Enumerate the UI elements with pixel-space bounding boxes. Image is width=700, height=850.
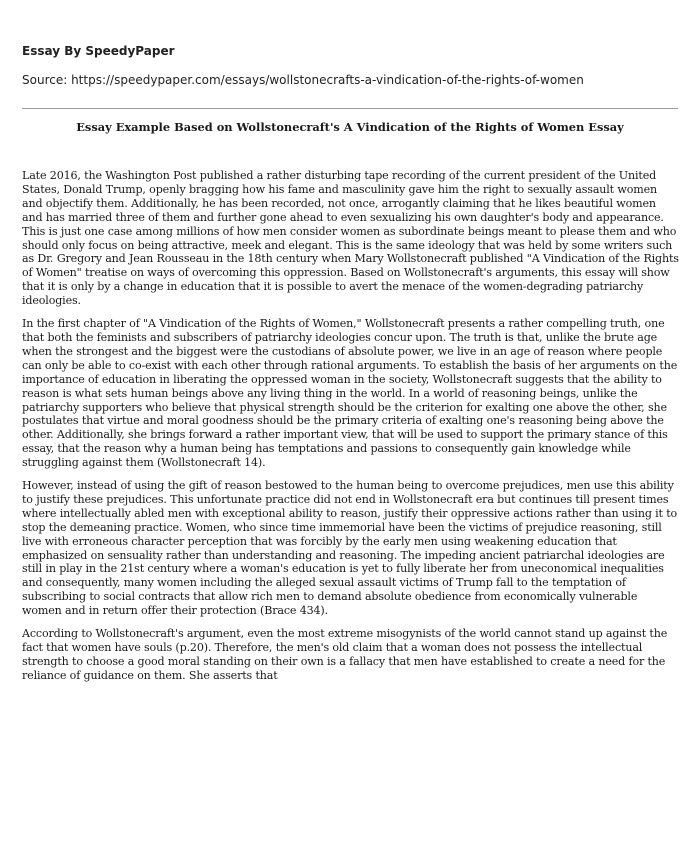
essay-body (22, 169, 679, 692)
essay-paragraph-2: In the first chapter of "A Vindication of the Rights of Women," Wollstonecraft presents a rather compelling truth, one that both the feminists and subscribers of patriarchy ideologies concur upon. The truth is that, unlike the brute age when the strongest and the biggest were the custodians of absolute power, we live in an age of reason where people can only be able to co-exist with each other through rational arguments. To establish the basis of her arguments on the importance of education in liberating the oppressed woman in the society, Wollstonecraft suggests that the ability to reason is what sets human beings above any living thing in the world. In a world of reasoning beings, unlike the patriarchy supporters who believe that physical strength should be the criterion for exalting one above the other, she postulates that virtue and moral goodness should be the primary criteria of exalting one's reasoning being above the other. Additionally, she brings forward a rather important view, that will be used to support the primary stance of this essay, that the reason why a human being has temptations and passions to consequently gain knowledge while struggling against them (Wollstonecraft 14). (22, 317, 678, 470)
source-line: Source: https://speedypaper.com/essays/wollstonecrafts-a-vindication-of-the-rights-of-women (22, 73, 584, 87)
header-divider (22, 108, 678, 109)
essay-paragraph-1: Late 2016, the Washington Post published a rather disturbing tape recording of the current president of the United States, Donald Trump, openly bragging how his fame and masculinity gave him the right to sexually assault women and objectify them. Additionally, he has been recorded, not once, arrogantly claiming that he likes beautiful women and has married three of them and further gone ahead to even sexualizing his own daughter's body and appearance. This is just one case among millions of how men consider women as subordinate beings meant to please them and who should only focus on being attractive, meek and elegant. This is the same ideology that was held by some writers such as Dr. Gregory and Jean Rousseau in the 18th century when Mary Wollstonecraft published "A Vindication of the Rights of Women" treatise on ways of overcoming this oppression. Based on Wollstonecraft's arguments, this essay will show that it is only by a change in education that it is possible to avert the menace of the women-degrading patriarchy ideologies. (22, 169, 679, 308)
essay-title: Essay Example Based on Wollstonecraft's A Vindication of the Rights of Women Essay (76, 120, 624, 134)
document-header-title: Essay By SpeedyPaper (22, 44, 175, 58)
essay-paragraph-4: According to Wollstonecraft's argument, even the most extreme misogynists of the world cannot stand up against the fact that women have souls (p.20). Therefore, the men's old claim that a woman does not possess the intellectual strength to choose a good moral standing on their own is a fallacy that men have established to create a need for the reliance of guidance on them. She asserts that (22, 627, 668, 682)
essay-paragraph-3: However, instead of using the gift of reason bestowed to the human being to overcome prejudices, men use this ability to justify these prejudices. This unfortunate practice did not end in Wollstonecraft era but continues till present times where intellectually abled men with exceptional ability to reason, justify their oppressive actions rather than using it to stop the demeaning practice. Women, who since time immemorial have been the victims of prejudice reasoning, still live with erroneous character perception that was forcibly by the early men using weakening education that emphasized on sensuality rather than understanding and reasoning. The impeding ancient patriarchal ideologies are still in play in the 21st century where a woman's education is yet to fully liberate her from uneconomical inequalities and consequently, many women including the alleged sexual assault victims of Trump fall to the temptation of subscribing to social contracts that allow rich men to demand absolute obedience from economically vulnerable women and in return offer their protection (Brace 434). (22, 479, 678, 618)
